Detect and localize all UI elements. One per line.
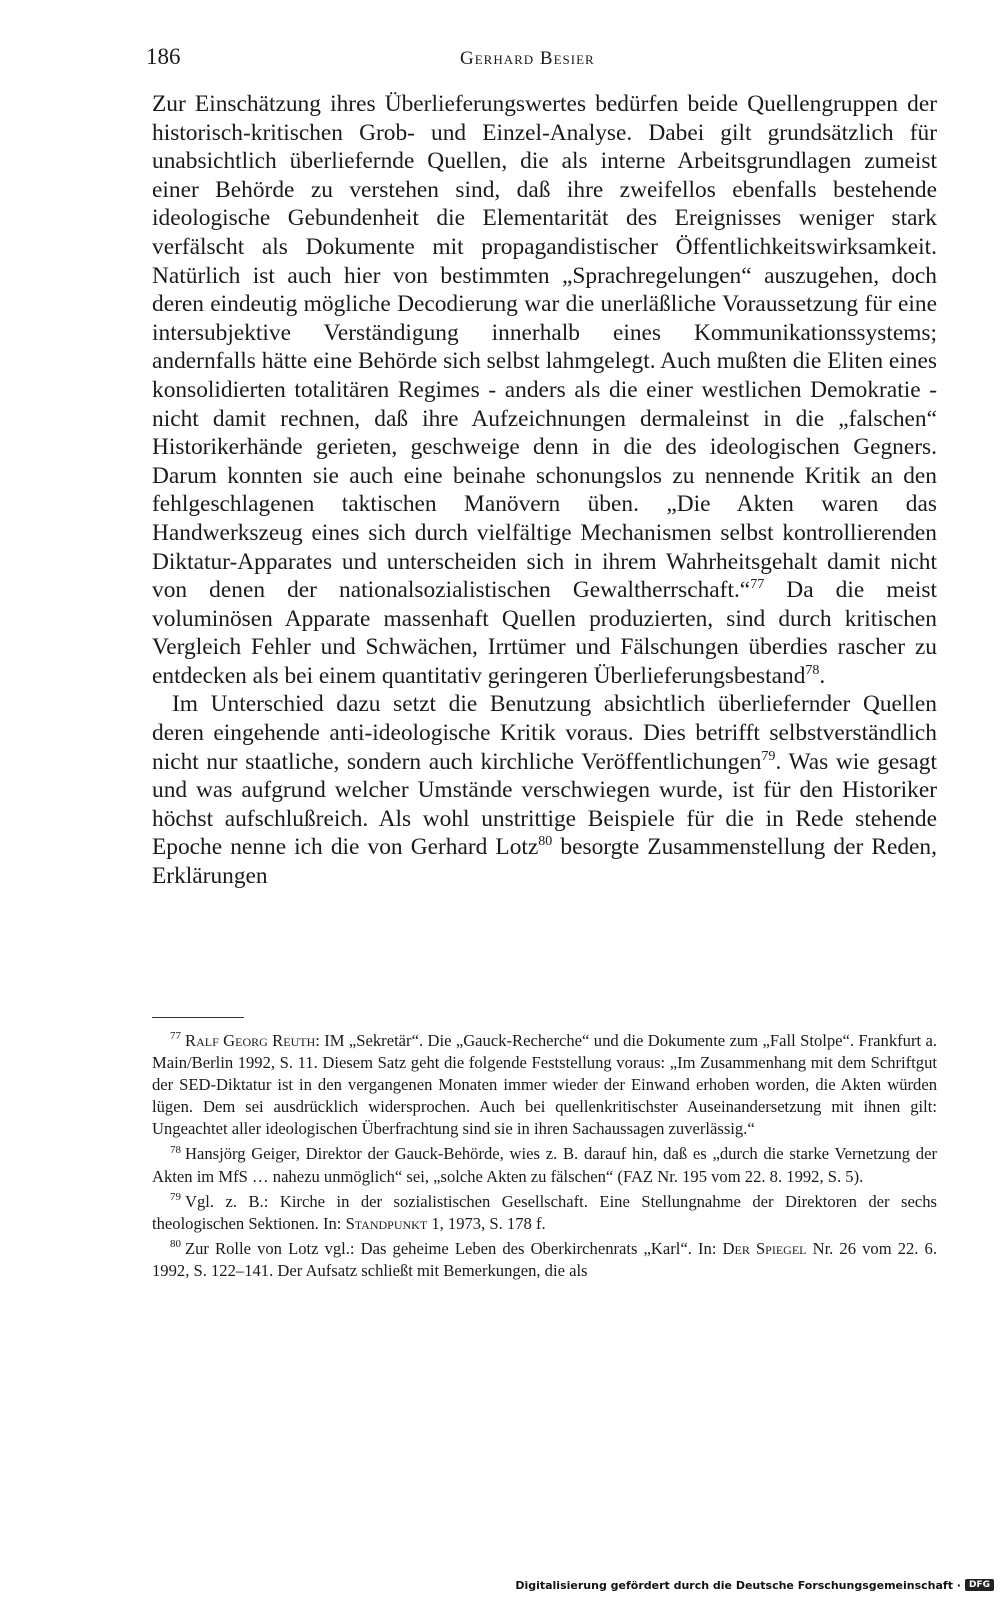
page-number: 186 bbox=[146, 44, 181, 69]
footnote-text: Hansjörg Geiger, Direktor der Gauck-Behörde, wies z. B. darauf hin, daß es „durch die starke Vernetzung der Akten im MfS … nahezu unmöglich“ sei, „solche Akten zu fälschen“ (FAZ Nr. 195 vom 22. 8. 1992, S. 5). bbox=[152, 1144, 937, 1186]
footnote-ref-78: 78 bbox=[805, 662, 820, 679]
paragraph-2-text-c: besorgte Zusammenstellung der Reden, Erklärungen bbox=[152, 834, 937, 890]
paragraph-1-text-b: Da die meist voluminösen Apparate massenhaft Quellen produzierten, sind durch kritischen Vergleich Fehler und Schwächen, Irrtümer und Fälschungen überdies rascher zu entdecken als bei einem quantitativ geringeren Überlieferungsbestand bbox=[152, 577, 937, 689]
footnote-ref-77: 77 bbox=[750, 576, 765, 593]
footnote-text: : IM „Sekretär“. Die „Gauck-Recherche“ und die Dokumente zum „Fall Stolpe“. Frankfurt a. Main/Berlin 1992, S. 11. Diesem Satz geht die folgende Feststellung voraus: „Im Zusammenhang mit dem Schriftgut der SED-Diktatur ist in den vergangenen Monaten immer wieder der Einwand erhoben worden, die Akten würden lügen. Dem sei ausdrücklich widersprochen. Auch bei quellenkritischster Auseinandersetzung mit ihnen gilt: Ungeachtet aller ideologischen Überfrachtung sind sie in ihren Sachaussagen zuverlässig.“ bbox=[152, 1031, 938, 1139]
paragraph-1-end: . bbox=[819, 662, 826, 689]
paragraph-1-text: Zur Einschätzung ihres Überlieferungswertes bedürfen beide Quellengruppen der historisch-kritischen Grob- und Einzel-Analyse. Dabei gilt grundsätzlich für unabsichtlich überliefernde Quellen, die als interne Arbeitsgrundlagen zumeist einer Behörde zu verstehen sind, daß ihre zweifellos ebenfalls bestehende ideologische Gebundenheit die Elementarität des Ereignisses weniger stark verfälscht als Dokumente mit propagandistischer Öffentlichkeitswirksamkeit. Natürlich ist auch hier von bestimmten „Sprachregelungen“ auszugehen, doch deren eindeutig mögliche Decodierung war die unerläßliche Voraussetzung für eine intersubjektive Verständigung innerhalb eines Kommunikationssystems; andernfalls hätte eine Behörde sich selbst lahmgelegt. Auch mußten die Eliten eines konsolidierten totalitären Regimes - anders als die einer westlichen Demokratie - nicht damit rechnen, daß ihre Aufzeichnungen dermaleinst in die „falschen“ Historikerhände gerieten, geschweige denn in die des ideologischen Gegners. Darum konnten sie auch eine beinahe schonungslos zu nennende Kritik an den fehlgeschlagenen taktischen Manövern üben. „Die Akten waren das Handwerkszeug eines sich durch vielfältige Mechanismen selbst kontrollierenden Diktatur-Apparates und unterscheiden sich in ihrem Wahrheitsgehalt damit nicht von denen der nationalsozialistischen Gewaltherrschaft.“ bbox=[152, 91, 937, 604]
footnote-number: 79 bbox=[170, 1191, 181, 1204]
page-header bbox=[146, 44, 946, 74]
footnote-source: Der Spiegel bbox=[722, 1238, 807, 1258]
footnote-number: 80 bbox=[170, 1238, 181, 1251]
footnote-text: Zur Rolle von Lotz vgl.: Das geheime Leben des Oberkirchenrats „Karl“. In: bbox=[185, 1238, 723, 1258]
paragraph-2 bbox=[152, 690, 937, 890]
footnote-ref-79: 79 bbox=[761, 747, 776, 764]
paragraph-1 bbox=[152, 90, 937, 690]
dfg-logo: DFG bbox=[965, 1579, 994, 1591]
running-head: Gerhard Besier bbox=[460, 48, 595, 69]
footnote-ref-80: 80 bbox=[538, 833, 553, 850]
paragraph-2-text: Im Unterschied dazu setzt die Benutzung absichtlich überliefernder Quellen deren eingehende anti-ideologische Kritik voraus. Dies betrifft selbstverständlich nicht nur staatliche, sondern auch kirchliche Veröffentlichungen bbox=[152, 691, 937, 775]
footnote-author: Ralf Georg Reuth bbox=[185, 1031, 316, 1050]
footnote-text-b: 1, 1973, S. 178 f. bbox=[427, 1213, 546, 1233]
footnote-number: 77 bbox=[170, 1030, 181, 1043]
footnote-79 bbox=[152, 1191, 937, 1235]
footnote-text-b: Nr. 26 vom 22. 6. 1992, S. 122–141. Der Aufsatz schließt mit Bemerkungen, die als bbox=[152, 1238, 937, 1280]
footnote-number: 78 bbox=[170, 1143, 181, 1156]
footnote-divider bbox=[152, 1017, 244, 1018]
paragraph-2-text-b: . Was wie gesagt und was aufgrund welcher Umstände verschwiegen wurde, ist für den Historiker höchst aufschlußreich. Als wohl unstrittige Beispiele für die in Rede stehende Epoche nenne ich die von Gerhard Lotz bbox=[152, 748, 937, 861]
footnote-77 bbox=[152, 1030, 937, 1140]
footer-text: Digitalisierung gefördert durch die Deutsche Forschungsgemeinschaft · bbox=[515, 1578, 961, 1592]
footnote-78 bbox=[152, 1143, 937, 1187]
footnote-source: Standpunkt bbox=[345, 1213, 428, 1233]
body-text bbox=[152, 90, 937, 891]
footnote-80 bbox=[152, 1238, 937, 1282]
footnotes bbox=[152, 1030, 937, 1285]
footnote-text: Vgl. z. B.: Kirche in der sozialistischen Gesellschaft. Eine Stellungnahme der Direktoren der sechs theologischen Sektionen. In: bbox=[152, 1191, 937, 1233]
digitization-footer bbox=[515, 1575, 994, 1595]
